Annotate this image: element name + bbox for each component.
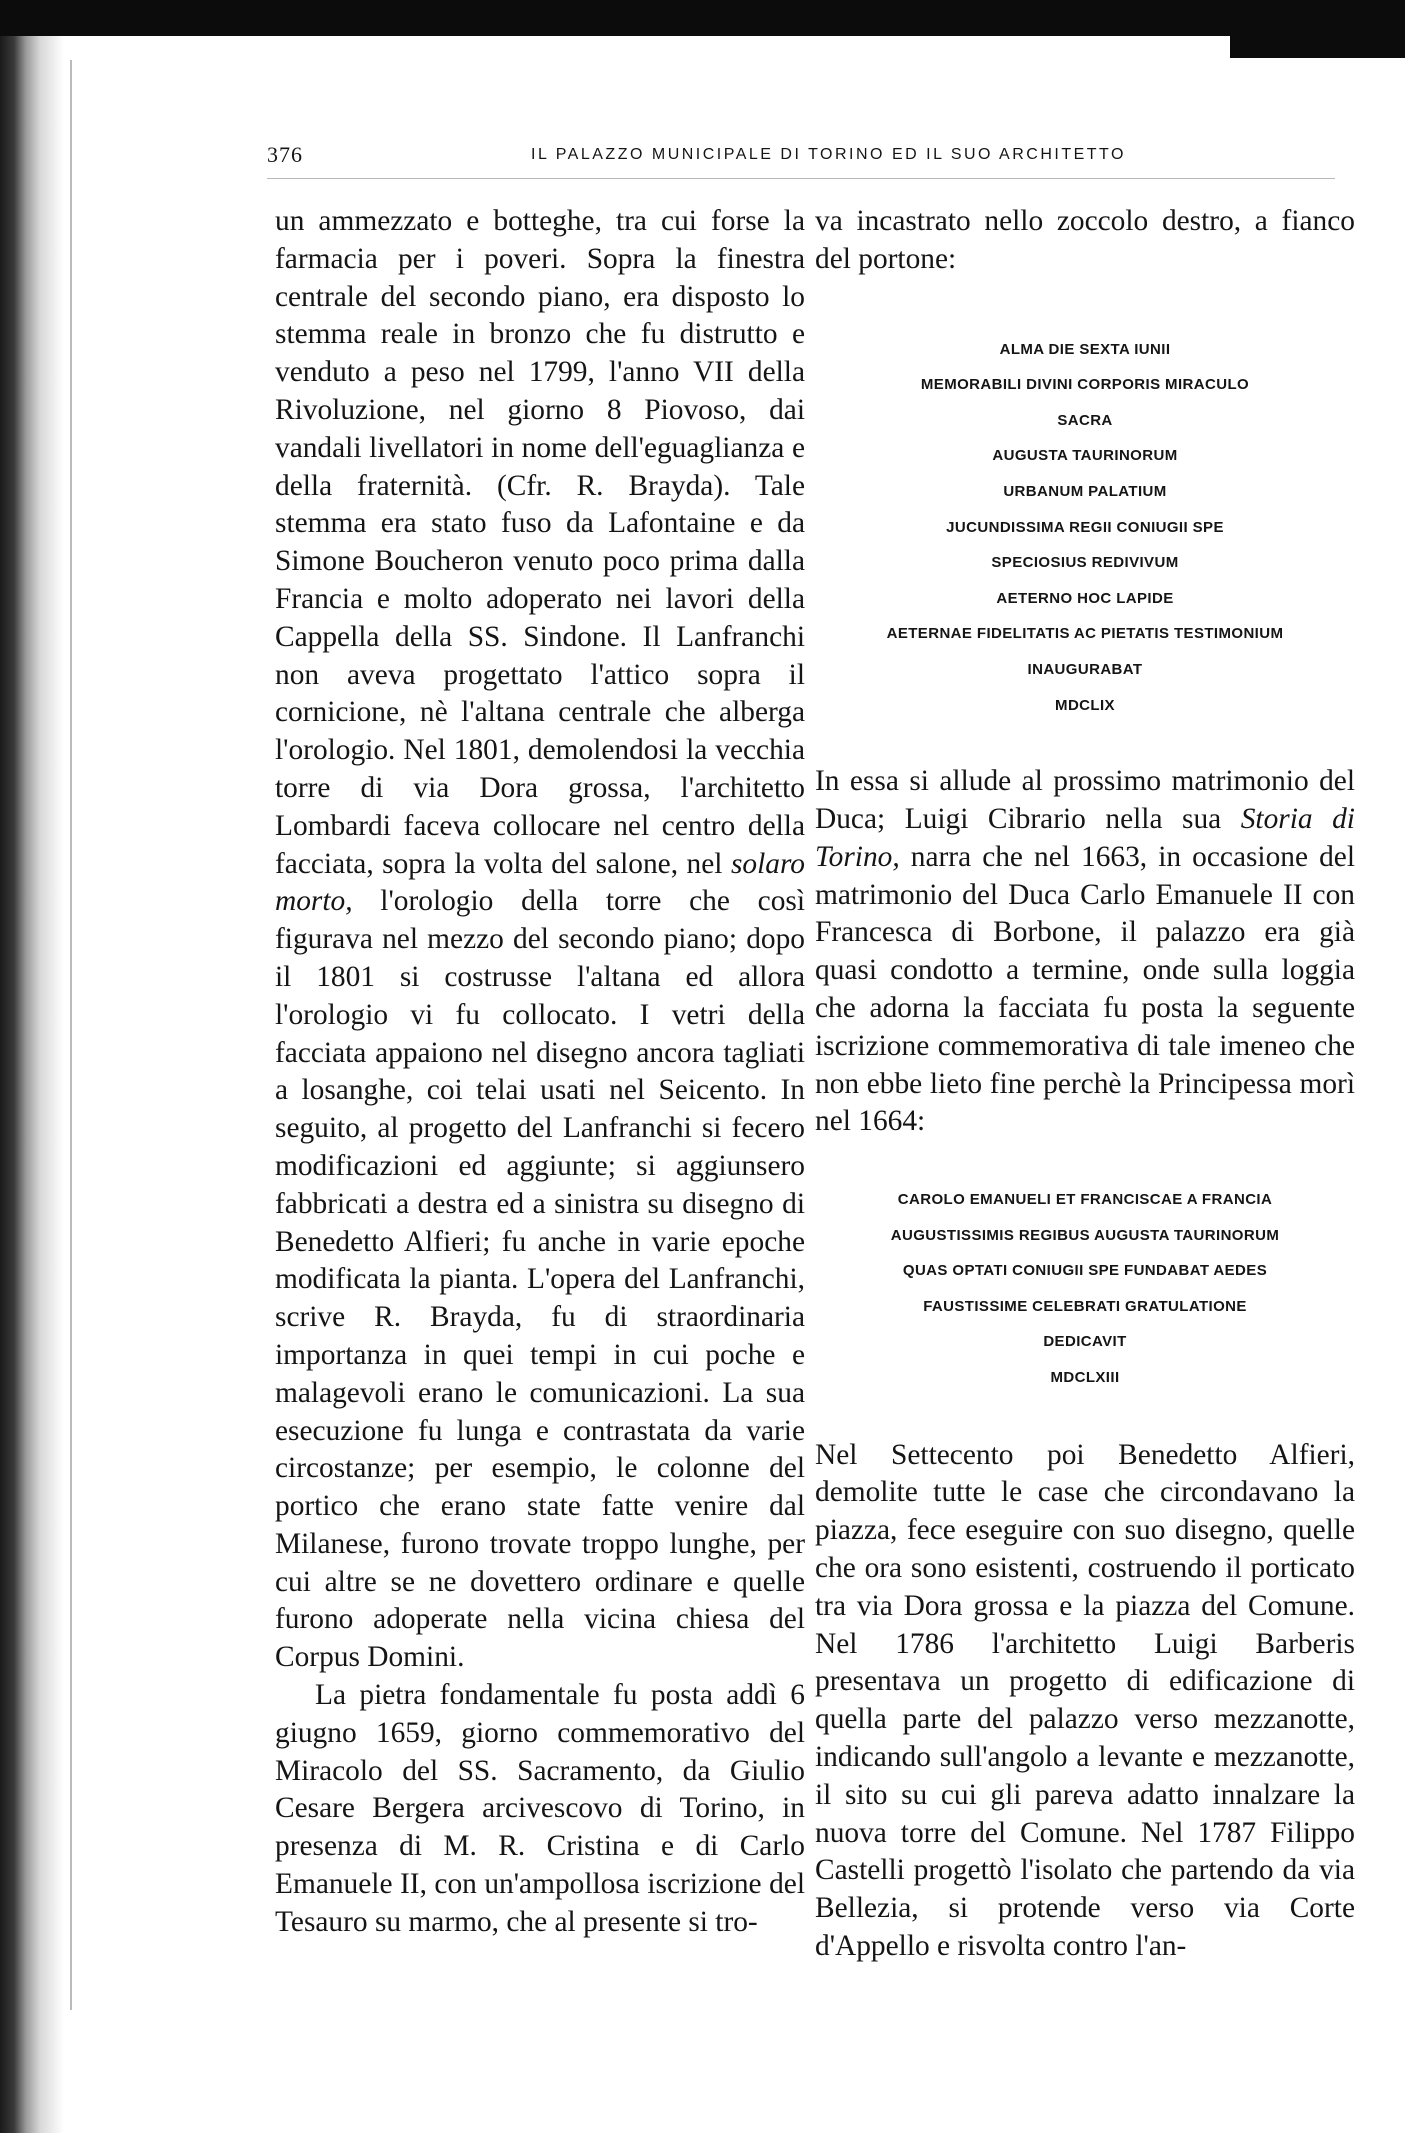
inscription-line: SPECIOSIUS REDIVIVUM [991, 554, 1179, 572]
italic-run: Storia di Torino, [815, 802, 1355, 873]
scan-top-border [0, 0, 1405, 36]
right-column [815, 203, 1355, 1966]
inscription-line: JUCUNDISSIMA REGII CONIUGII SPE [946, 518, 1224, 536]
inscription-2 [815, 1182, 1355, 1396]
inscription-line: AUGUSTISSIMIS REGIBUS AUGUSTA TAURINORUM [890, 1226, 1280, 1244]
inscription-line: FAUSTISSIME CELEBRATI GRATULATIONE [923, 1297, 1247, 1315]
inscription-line: QUAS OPTATI CONIUGII SPE FUNDABAT AEDES [902, 1262, 1268, 1280]
inscription-line: DEDICAVIT [1043, 1333, 1127, 1351]
inscription-line: ALMA DIE SEXTA IUNII [999, 340, 1171, 358]
text-run: un ammezzato e botteghe, tra cui forse la farmacia per i poveri. Sopra la finestra centrale del secondo piano, era disposto lo stemma reale in bronzo che fu distrutto e venduto a peso nel 1799, l'anno VII della Rivoluzione, nel giorno 8 Piovoso, dai vandali livellatori in nome dell'eguaglianza e della fraternità. (Cfr. R. Brayda). Tale stemma era stato fuso da Lafontaine e da Simone Boucheron venuto poco prima dalla Francia e molto adoperato nei lavori della Cappella della SS. Sindone. Il Lanfranchi non aveva progettato l'attico sopra il cornicione, nè l'altana centrale che alberga l'orologio. Nel 1801, demolendosi la vecchia torre di via Dora grossa, l'architetto Lombardi faceva collocare nel centro della facciata, sopra la volta del salone, nel [275, 205, 805, 880]
page-number: 376 [267, 142, 303, 167]
inscription-1 [815, 332, 1355, 724]
inscription-line: AUGUSTA TAURINORUM [992, 447, 1178, 465]
scan-left-edge [0, 36, 64, 2133]
inscription-line: INAUGURABAT [1027, 660, 1143, 678]
running-title: IL PALAZZO MUNICIPALE DI TORINO ED IL SUO ARCHITETTO [531, 146, 1126, 163]
right-paragraph-mid [815, 763, 1355, 1141]
inscription-line: URBANUM PALATIUM [1003, 482, 1167, 500]
inscription-line: SACRA [1057, 411, 1113, 429]
left-paragraph-2: La pietra fondamentale fu posta addì 6 giugno 1659, giorno commemorativo del Miracolo del SS. Sacramento, da Giulio Cesare Bergera arcivescovo di Torino, in presenza di M. R. Cristina e di Carlo Emanuele II, con un'ampollosa iscrizione del Tesauro su marmo, che al presente si tro- [275, 1679, 805, 1938]
inscription-line: MDCLIX [1055, 696, 1115, 714]
inscription-line: AETERNO HOC LAPIDE [996, 589, 1174, 607]
header-rule [267, 178, 1335, 179]
inscription-line: AETERNAE FIDELITATIS AC PIETATIS TESTIMONIUM [886, 625, 1284, 643]
left-column [275, 203, 805, 1942]
page-header [267, 142, 1335, 172]
right-intro: va incastrato nello zoccolo destro, a fianco del portone: [815, 205, 1355, 275]
inscription-line: MEMORABILI DIVINI CORPORIS MIRACULO [920, 376, 1250, 394]
inscription-line: CAROLO EMANUELI ET FRANCISCAE A FRANCIA [897, 1191, 1273, 1209]
scan-left-line [70, 60, 72, 2010]
right-paragraph-end: Nel Settecento poi Benedetto Alfieri, demolite tutte le case che circondavano la piazza, fece eseguire con suo disegno, quelle che ora sono esistenti, costruendo il porticato tra via Dora grossa e la piazza del Comune. Nel 1786 l'architetto Luigi Barberis presentava un progetto di edificazione di quella parte del palazzo verso mezzanotte, indicando sull'angolo a levante e mezzanotte, il sito su cui gli pareva adatto innalzare la nuova torre del Comune. Nel 1787 Filippo Castelli progettò l'isolato che partendo da via Bellezia, si protende verso via Corte d'Appello e risvolta contro l'an- [815, 1438, 1355, 1963]
scan-top-notch [1230, 28, 1405, 58]
left-paragraph-1 [275, 203, 805, 1677]
italic-run: solaro morto, [275, 847, 805, 918]
text-run: l'orologio della torre che così figurava nel mezzo del secondo piano; dopo il 1801 si costrusse l'altana ed allora l'orologio vi fu collocato. I vetri della facciata appaiono nel disegno ancora tagliati a losanghe, coi telai usati nel Seicento. In seguito, al progetto del Lanfranchi si fecero modificazioni ed aggiunte; si aggiunsero fabbricati a destra ed a sinistra su disegno di Benedetto Alfieri; fu anche in varie epoche modificata la pianta. L'opera del Lanfranchi, scrive R. Brayda, fu di straordinaria importanza in quei tempi in cui poche e malagevoli erano le comunicazioni. La sua esecuzione fu lunga e contrastata da varie circostanze; per esempio, le colonne del portico che erano state fatte venire dal Milanese, furono trovate troppo lunghe, per cui altre se ne dovettero ordinare e quelle furono adoperate nella vicina chiesa del Corpus Domini. [275, 885, 805, 1674]
text-run: narra che nel 1663, in occasione del matrimonio del Duca Carlo Emanuele II con Francesca di Borbone, il palazzo era già quasi condotto a termine, onde sulla loggia che adorna la facciata fu posta la seguente iscrizione commemorativa di tale imeneo che non ebbe lieto fine perchè la Principessa morì nel 1664: [815, 840, 1355, 1138]
text-run: In essa si allude al prossimo matrimonio del Duca; Luigi Cibrario nella sua [815, 765, 1355, 835]
inscription-line: MDCLXIII [1050, 1369, 1120, 1387]
